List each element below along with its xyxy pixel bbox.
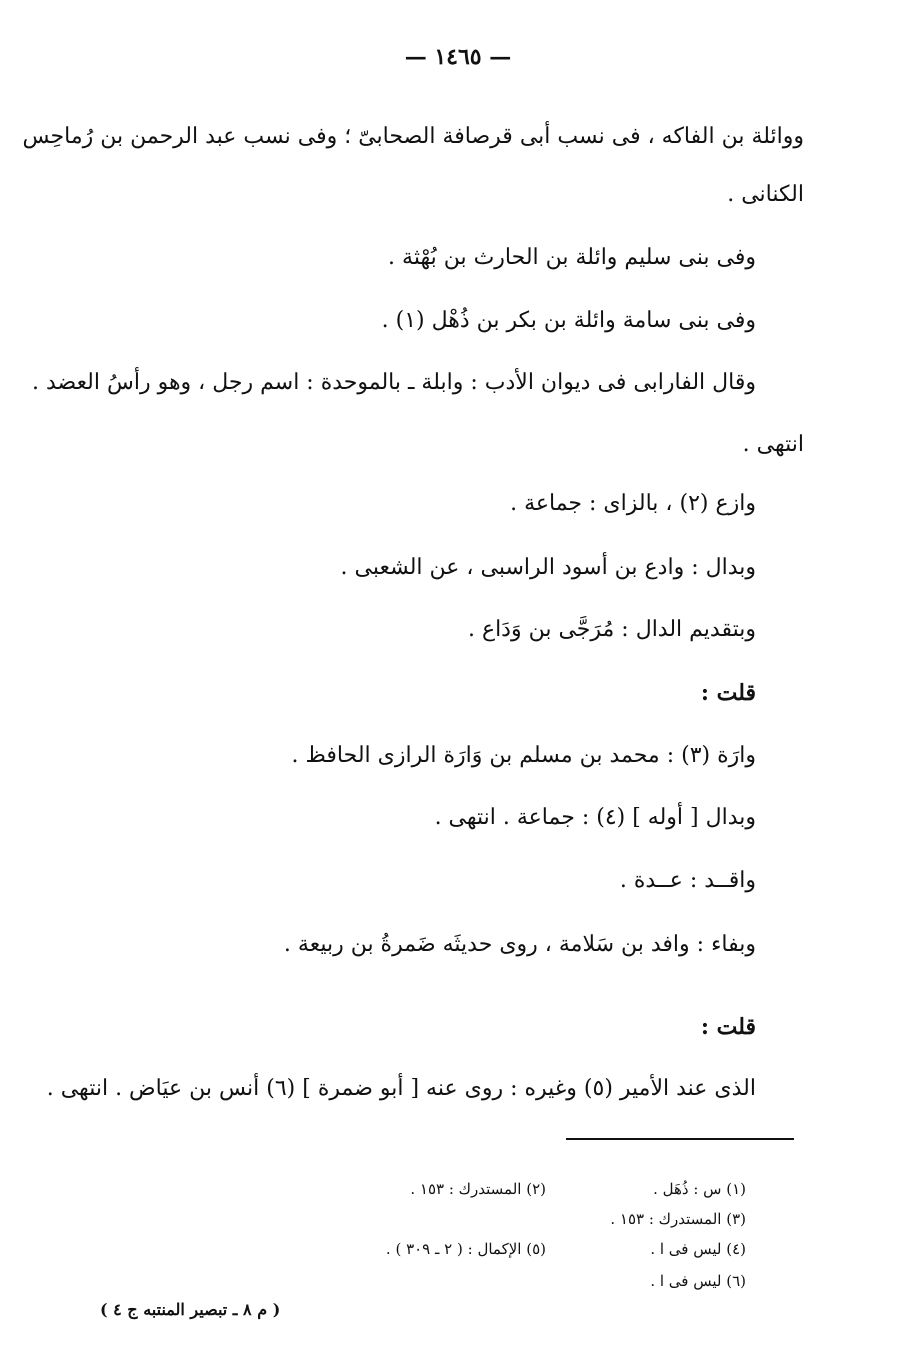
paragraph-line: وفى بنى سليم وائلة بن الحارث بن بُهْثة . [388,245,756,270]
paragraph-line: وبدال : وادع بن أسود الراسبى ، عن الشعبى . [340,555,756,580]
paragraph-line: الكنانى . [727,182,804,207]
footnote: (٢) المستدرك : ١٥٣ . [410,1180,546,1198]
paragraph-line: وارَة (٣) : محمد بن مسلم بن وَارَة الرازى الحافظ . [291,743,756,768]
footnote: (٤) ليس فى ا . [650,1240,746,1258]
section-heading: قلت : [700,680,756,706]
footnote: (٦) ليس فى ا . [650,1272,746,1290]
paragraph-line: وبدال [ أوله ] (٤) : جماعة . انتهى . [434,805,756,830]
paragraph-line: وازع (٢) ، بالزاى : جماعة . [510,491,756,516]
paragraph-line: ووائلة بن الفاكه ، فى نسب أبى قرصافة الصحابىّ ؛ وفى نسب عبد الرحمن بن رُماحِس [22,124,804,149]
paragraph-line: الذى عند الأمير (٥) وغيره : روى عنه [ أبو ضمرة ] (٦) أنس بن عيَاض . انتهى . [46,1076,756,1101]
paragraph-line: وفى بنى سامة وائلة بن بكر بن ذُهْل (١) . [381,308,756,333]
signature-mark: ( م ٨ ـ تبصير المنتبه ج ٤ ) [100,1300,281,1319]
paragraph-line: وقال الفارابى فى ديوان الأدب : وابلة ـ بالموحدة : اسم رجل ، وهو رأسُ العضد . [31,370,756,395]
paragraph-line: وبتقديم الدال : مُرَجَّى بن وَدَاع . [467,617,756,642]
footnote-divider [566,1138,794,1140]
footnote: (٥) الإكمال : ( ٢ ـ ٣٠٩ ) . [385,1240,546,1258]
footnote: (١) س : ذُهَل . [653,1180,746,1198]
paragraph-line: واقــد : عــدة . [619,868,756,893]
paragraph-line: وبفاء : وافد بن سَلامة ، روى حديثَه ضَمرةُ بن ربيعة . [283,932,756,957]
footnote: (٣) المستدرك : ١٥٣ . [610,1210,746,1228]
section-heading: قلت : [700,1014,756,1040]
paragraph-line: انتهى . [742,432,804,457]
page-number: — ١٤٦٥ — [404,44,512,70]
